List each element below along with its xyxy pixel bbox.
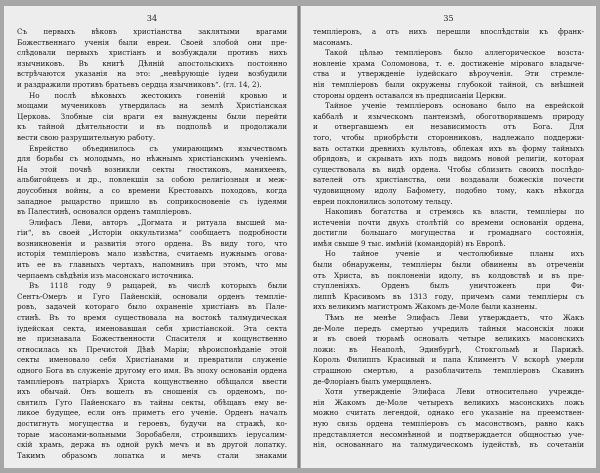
text-line: Сентъ-Омеръ и Гуго Пайенскій, основали орденъ темпліе- — [17, 291, 287, 301]
text-line: Тѣмъ не менѣе Элифасъ Леви утверждаетъ, что Жакъ — [325, 313, 584, 323]
text-line: Съ первыхъ вѣковъ христіанства заклятыми врагами — [17, 27, 287, 36]
text-line: каббалѣ и языческомъ пантеизмѣ, обоготворявшемъ природу — [313, 111, 584, 121]
text-line: нія, основаннаго на талмудическомъ іудействѣ, въ сочетаніи — [313, 440, 584, 450]
text-line: можно считать легендой, однако его указаніе на преемствен- — [313, 408, 584, 418]
text-line: Но послѣ вѣковыхъ жестокихъ гоненій кровью и — [29, 90, 287, 100]
text-line: одного Бога въ служеніе другому его имя. Въ эпоху основанія ордена — [17, 366, 287, 375]
text-line: новленіе храма Соломонова, т. е. достиженіе міроваго владыче- — [313, 58, 584, 68]
text-line: іудейская секта, именовавшая себя христіанской. Эта секта — [17, 323, 287, 333]
text-line: ступленіяхъ. Орденъ былъ уничтоженъ при Фи- — [313, 281, 584, 291]
text-line: того, чтобы приобрѣсти сторонниковъ, надлежало поддержи- — [313, 132, 584, 142]
text-line: вести свою разрушительную работу. — [17, 132, 156, 142]
text-line: достигли большаго могущества и громаднаго состоянія, — [313, 228, 584, 238]
text-line: отъ Христа, въ поклоненіи идолу, въ колдовствѣ и въ пре- — [313, 270, 584, 280]
text-line: ложи: въ Неаполѣ, Эдинбургѣ, Стокгольмѣ и Парижѣ. — [313, 344, 584, 354]
text-line: существовала въ видѣ ордена. Чтобы сблизить своихъ послѣдо- — [313, 164, 584, 174]
text-line: страшною смертью, а разоблачитель темпліеровъ Скавинъ — [313, 366, 584, 375]
text-line: исторія темпліеровъ мало извѣстна, считаемъ нужнымъ огова- — [17, 249, 287, 259]
text-line: черпаемъ свѣдѣнія изъ масонскаго источника. — [17, 270, 194, 280]
text-line: вателей отъ христіанства, они воздавали божескія почести — [313, 175, 584, 185]
text-line: скій храмъ, держа въ одной рукѣ мечъ и въ другой лопатку. — [17, 440, 287, 450]
text-line: ства и утвержденіе іудейскаго вѣроученія. Эти стремле- — [313, 69, 584, 79]
right-page-text — [313, 27, 584, 451]
text-line: альбигойцевъ и др., повлекшія за собою религіозныя и меж- — [17, 175, 287, 185]
text-line: достигнуть могущества и героевъ, будучи на стражѣ, ко- — [17, 418, 287, 428]
text-line: ихъ обычай. Онъ вошелъ въ сношенія съ орденомъ, по- — [17, 387, 287, 397]
text-line: мощами мучениковъ утвердилась на землѣ Христіанская — [17, 101, 287, 111]
text-line: евреи поклонились золотому тельцу. — [313, 196, 453, 206]
text-line: Хотя утвержденіе Элифаса Леви относительно учрежде- — [325, 387, 584, 397]
text-line: стороны орденъ оставался въ предписаніи Церкви. — [313, 90, 507, 100]
text-line: были обнаружены, темпліеры были обвинены въ отреченіи — [313, 260, 584, 270]
text-line: слѣдовали первыхъ христіанъ и возбуждали противъ нихъ — [17, 48, 287, 58]
text-line: торые масонами-вольными Зоробабеля, строившихъ іерусалим- — [17, 429, 287, 439]
text-line: Но тайное ученіе и честолюбивые планы ихъ — [325, 249, 584, 259]
text-line: де-Моле передъ смертью учредилъ тайныя масонскія ложи — [313, 323, 584, 333]
page-number-right: 35 — [443, 14, 454, 23]
text-line: Церковь. Злобные сіи враги ея вынуждены были перейти — [17, 111, 287, 121]
page-number-left: 34 — [146, 14, 158, 23]
text-line: тампліеровъ патріархъ Христа кощунственно обѣщался ввести — [17, 376, 287, 386]
text-line: относилась къ Пречистой Дѣвѣ Маріи; вѣроисповѣданіе этой — [17, 344, 287, 354]
text-line: Божественнаго ученія были евреи. Своей злобой они пре- — [17, 37, 287, 47]
text-line: западное рыцарство пришло въ соприкосновеніе съ іудеями — [17, 196, 287, 206]
text-line: въ Палестинѣ, основался орденъ тампліеровъ. — [17, 207, 192, 217]
right-page — [301, 6, 596, 468]
text-line: Еврейство объединилось съ умирающимъ язычествомъ — [29, 143, 287, 153]
text-line: Король Филиппъ Красивый и папа Климентъ V вскорѣ умерли — [313, 355, 584, 365]
text-line: Такой цѣлью темпліеровъ было аллегорическое возста- — [325, 48, 584, 58]
text-line: доусобныя войны, а со времени Крестовыхъ походовъ, когда — [17, 185, 287, 195]
text-line: встрѣчаются указанія на это: „невѣрующіе іудеи возбудили — [17, 69, 287, 79]
text-line: нія темпліеровъ были окружены глубокой тайной, съ внѣшней — [313, 79, 584, 89]
text-line: масонамъ. — [313, 37, 353, 47]
text-line: ликое будущее, если онъ приметъ его ученіе. Орденъ началъ — [17, 408, 287, 418]
text-line: ровъ, задачей котораго было охраненіе христіанъ въ Пале- — [17, 302, 287, 312]
text-line: нія Жакомъ де-Моле четырехъ великихъ масонскихъ ложъ — [313, 397, 584, 407]
text-line: де-Флоріанъ былъ умерщвленъ. — [313, 376, 432, 386]
text-line: Элифасъ Леви, авторъ „Догмата и ритуала высшей ма- — [29, 217, 287, 227]
text-line: Въ 1118 году 9 рыцарей, въ числѣ которыхъ были — [29, 281, 287, 291]
text-line: секты именовало себя Христіанами и превратили служеніе — [17, 355, 287, 365]
text-line: святилъ Гуго Пайенскаго въ тайны секты, обѣщавъ ему ве- — [17, 397, 287, 407]
text-line: истеченіи почти двухъ столѣтій со времени основанія ордена, — [313, 217, 584, 227]
text-line: къ тайной дѣятельности и въ подпольѣ и продолжали — [17, 122, 287, 132]
text-line: и отвергавшемъ ея независимость отъ Бога. Для — [313, 122, 584, 132]
text-line: представляется несомнѣнной и подтверждается общностью уче- — [313, 429, 584, 439]
text-line: стинѣ. Въ то время существовала на востокѣ талмудическая — [17, 313, 287, 323]
left-page — [4, 6, 297, 468]
text-line: ихъ великимъ магистромъ Жакомъ де-Моле были казнены. — [313, 302, 538, 312]
text-line: вать остатки древнихъ культовъ, облекая ихъ въ форму тайныхъ — [313, 143, 584, 153]
text-line: язычниковъ. Въ книгѣ Дѣяній апостольскихъ постоянно — [17, 58, 287, 68]
text-line: имѣя свыше 9 тыс. имѣній (командорій) въ Европѣ. — [313, 238, 506, 248]
text-line: Тайное ученіе темпліеровъ основано было на еврейской — [325, 101, 584, 111]
text-line: не признавала Божественности Спасителя и кощунственно — [17, 334, 287, 344]
text-line: Такимъ образомъ лопатка и мечъ стали знаками — [17, 450, 287, 460]
text-line: и раздражили противъ братьевъ сердца язычниковъ“. (гл. 14, 2). — [17, 79, 262, 89]
text-line: липпѣ Красивомъ въ 1313 году, причемъ сами темпліеры съ — [313, 291, 584, 301]
left-page-text — [17, 27, 287, 461]
text-line: обрядовъ, и скрывать ихъ подъ видомъ новой религіи, которая — [313, 154, 584, 164]
text-line: темпліеровъ, а отъ нихъ перешли впослѣдствіи къ франк- — [313, 27, 584, 36]
text-line: и въ своей тюрьмѣ основалъ четыре великихъ масонскихъ — [313, 334, 584, 344]
text-line: гіи“, въ своей „Исторіи оккультизма“ сообщаетъ подробности — [17, 228, 287, 238]
text-line: Накопивъ богатства и стремясь къ власти, темпліеры по — [325, 207, 584, 217]
text-line: для борьбы съ молодымъ, но нѣжнымъ христіанскимъ ученіемъ. — [17, 154, 287, 164]
text-line: ить ее въ главныхъ чертахъ, напомнивъ при этомъ, что мы — [17, 260, 287, 270]
text-line: чудовищному идолу Бафомету, подобно тому, какъ нѣкогда — [313, 185, 584, 195]
text-line: На этой почвѣ возникли секты гностиковъ, манихеевъ, — [17, 164, 287, 174]
text-line: возникновенія и развитія этого ордена. Въ виду того, что — [17, 238, 287, 248]
text-line: ную связь ордена темпліеровъ съ масонствомъ, равно какъ — [313, 418, 584, 428]
